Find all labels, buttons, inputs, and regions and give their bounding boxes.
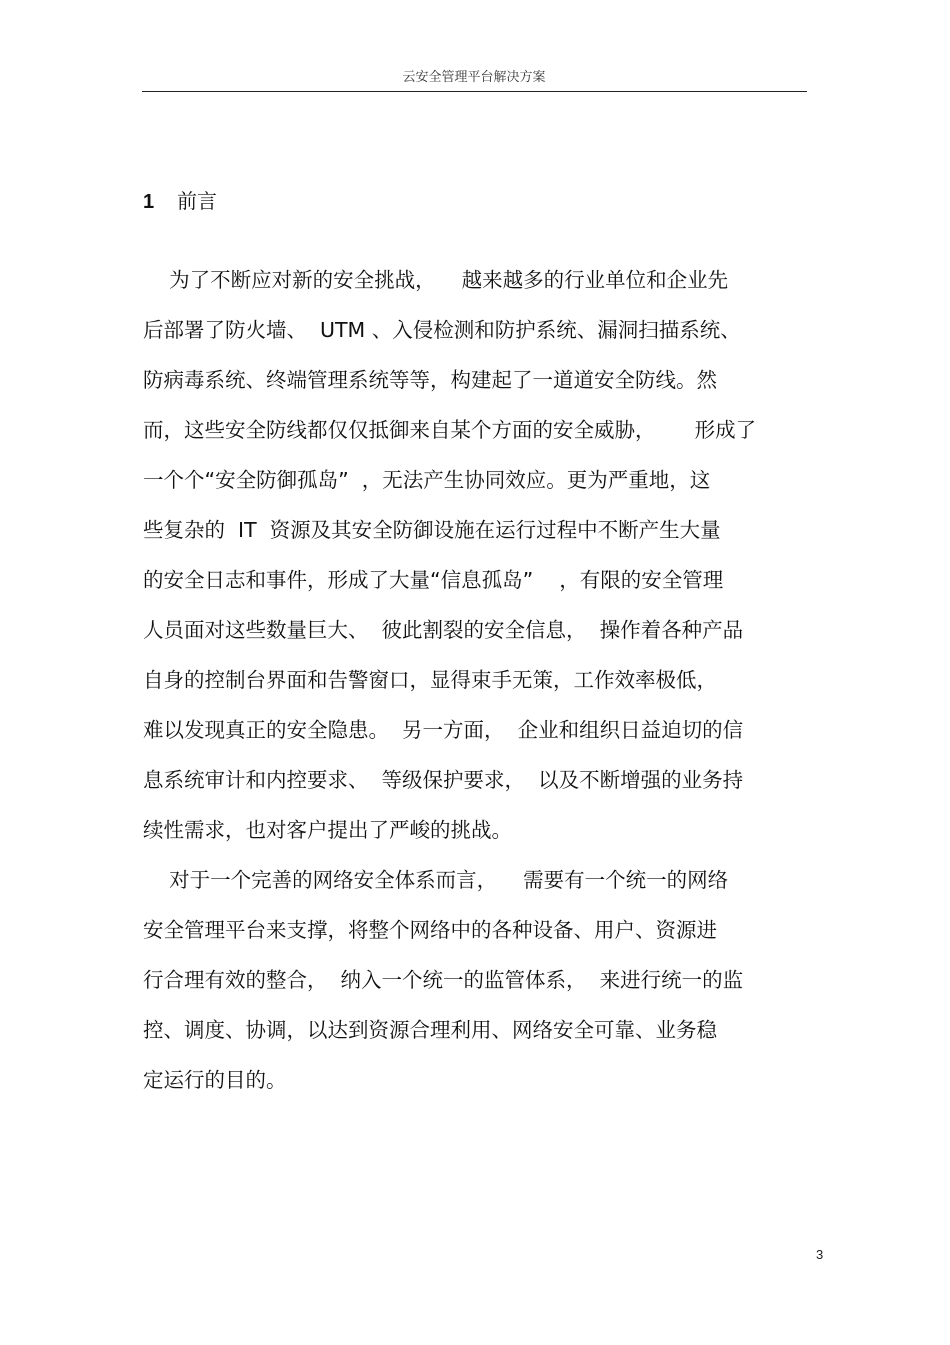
text-line: 自身的控制台界面和告警窗口，显得束手无策，工作效率极低，	[143, 668, 717, 692]
text-line: 为了不断应对新的安全挑战， 越来越多的行业单位和企业先	[143, 268, 729, 292]
text-line: 而，这些安全防线都仅仅抵御来自某个方面的安全威胁， 形成了	[143, 418, 757, 442]
text-line: 控、调度、协调，以达到资源合理利用、网络安全可靠、业务稳	[143, 1018, 717, 1042]
text-line: 一个个“安全防御孤岛” ，无法产生协同效应。更为严重地，这	[143, 468, 711, 492]
text-line: 息系统审计和内控要求、 等级保护要求， 以及不断增强的业务持	[143, 768, 744, 792]
section-heading	[143, 187, 217, 216]
text-line: 定运行的目的。	[143, 1068, 287, 1092]
section-number: 1	[143, 191, 155, 213]
text-line: 后部署了防火墙、 UTM 、入侵检测和防护系统、漏洞扫描系统、	[143, 318, 741, 342]
text-line: 安全管理平台来支撑，将整个网络中的各种设备、用户、资源进	[143, 918, 717, 942]
page-header-rule	[142, 91, 807, 92]
page-header-title: 云安全管理平台解决方案	[402, 70, 546, 85]
section-title: 前言	[177, 189, 217, 213]
text-line: 的安全日志和事件，形成了大量“信息孤岛” ，有限的安全管理	[143, 568, 724, 592]
text-line: 对于一个完善的网络安全体系而言， 需要有一个统一的网络	[143, 868, 729, 892]
text-line: 些复杂的 IT 资源及其安全防御设施在运行过程中不断产生大量	[143, 518, 721, 542]
page-number: 3	[816, 1247, 824, 1262]
text-line: 行合理有效的整合， 纳入一个统一的监管体系， 来进行统一的监	[143, 968, 744, 992]
text-line: 续性需求，也对客户提出了严峻的挑战。	[143, 818, 512, 842]
text-line: 难以发现真正的安全隐患。 另一方面， 企业和组织日益迫切的信	[143, 718, 744, 742]
text-line: 人员面对这些数量巨大、 彼此割裂的安全信息， 操作着各种产品	[143, 618, 744, 642]
text-line: 防病毒系统、终端管理系统等等，构建起了一道道安全防线。然	[143, 368, 717, 392]
